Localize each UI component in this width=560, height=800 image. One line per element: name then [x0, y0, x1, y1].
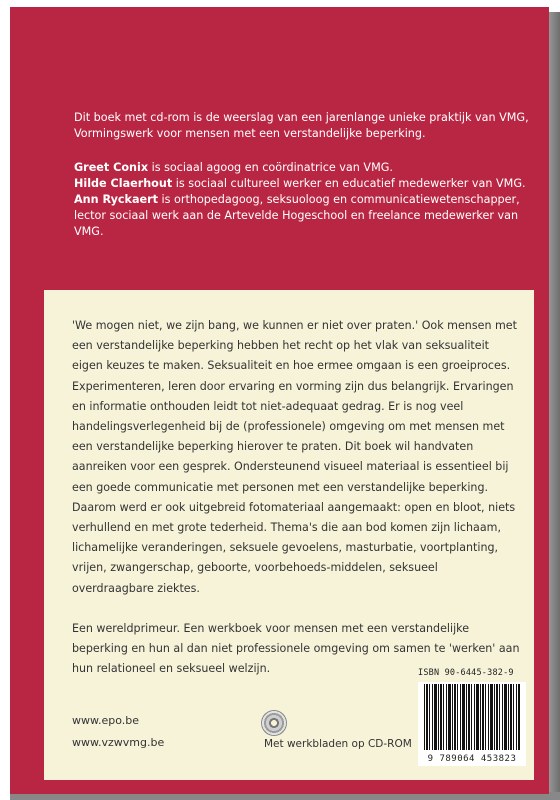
intro-text: Dit boek met cd-rom is de weerslag van een jarenlange unieke praktijk van VMG, Vormingswerk voor mensen met een verstandelijke beperking. [74, 111, 529, 140]
author-name: Ann Ryckaert [74, 193, 158, 206]
cover-top-text [74, 110, 534, 258]
url-link[interactable]: www.epo.be [72, 714, 140, 727]
isbn-block [418, 668, 526, 766]
description-panel [44, 290, 534, 780]
url-link[interactable]: www.vzwvmg.be [72, 736, 165, 749]
author-name: Hilde Claerhout [74, 177, 173, 190]
author-desc: is sociaal agoog en coördinatrice van VMG. [148, 161, 393, 174]
back-cover [10, 7, 549, 794]
book-edge-shadow [548, 12, 560, 800]
cd-label: Met werkbladen op CD-ROM [264, 738, 412, 750]
panel-text [72, 316, 520, 699]
author-desc: is sociaal cultureel werker en educatief medewerker van VMG. [172, 177, 526, 190]
cd-icon [261, 710, 287, 736]
barcode-number: 9 789064 453823 [427, 754, 517, 764]
author-list [74, 160, 534, 240]
author-name: Greet Conix [74, 161, 149, 174]
author-desc: is orthopedagoog, seksuoloog en communicatiewetenschapper, lector sociaal werk aan de Artevelde Hogeschool en freelance medewerker van VMG. [74, 193, 520, 238]
barcode [418, 682, 526, 766]
publisher-urls [72, 710, 164, 754]
body-paragraph: 'We mogen niet, we zijn bang, we kunnen er niet over praten.' Ook mensen met een verstandelijke beperking hebben het recht op het vlak van seksualiteit eigen keuzes te maken. Seksualiteit en hoe ermee omgaan is een groeiproces. Experimenteren, leren door ervaring en vorming zijn dus belangrijk. Ervaringen en informatie onthouden leidt tot niet-adequaat gedrag. Er is nog veel handelingsverlegenheid bij de (professionele) omgeving om met mensen met een verstandelijke beperking hierover te praten. Dit boek wil handvaten aanreiken voor een gesprek. Ondersteunend visueel materiaal is essentieel bij een goede communicatie met personen met een verstandelijke beperking. Daarom werd er ook uitgebreid fotomateriaal aangemaakt: open en bloot, niets verhullend en met grote tederheid. Thema's die aan bod komen zijn lichaam, lichamelijke veranderingen, seksuele gevoelens, masturbatie, voortplanting, vrijen, zwangerschap, geboorte, voorbehoeds-middelen, seksueel overdraagbare ziektes. [72, 319, 517, 595]
isbn-text: ISBN 90-6445-382-9 [418, 668, 514, 678]
barcode-bars [424, 684, 520, 750]
body-paragraph: Een wereldprimeur. Een werkboek voor mensen met een verstandelijke beperking en hun al dan niet professionele omgeving om samen te 'werken' aan hun relationeel en seksueel welzijn. [72, 621, 520, 676]
